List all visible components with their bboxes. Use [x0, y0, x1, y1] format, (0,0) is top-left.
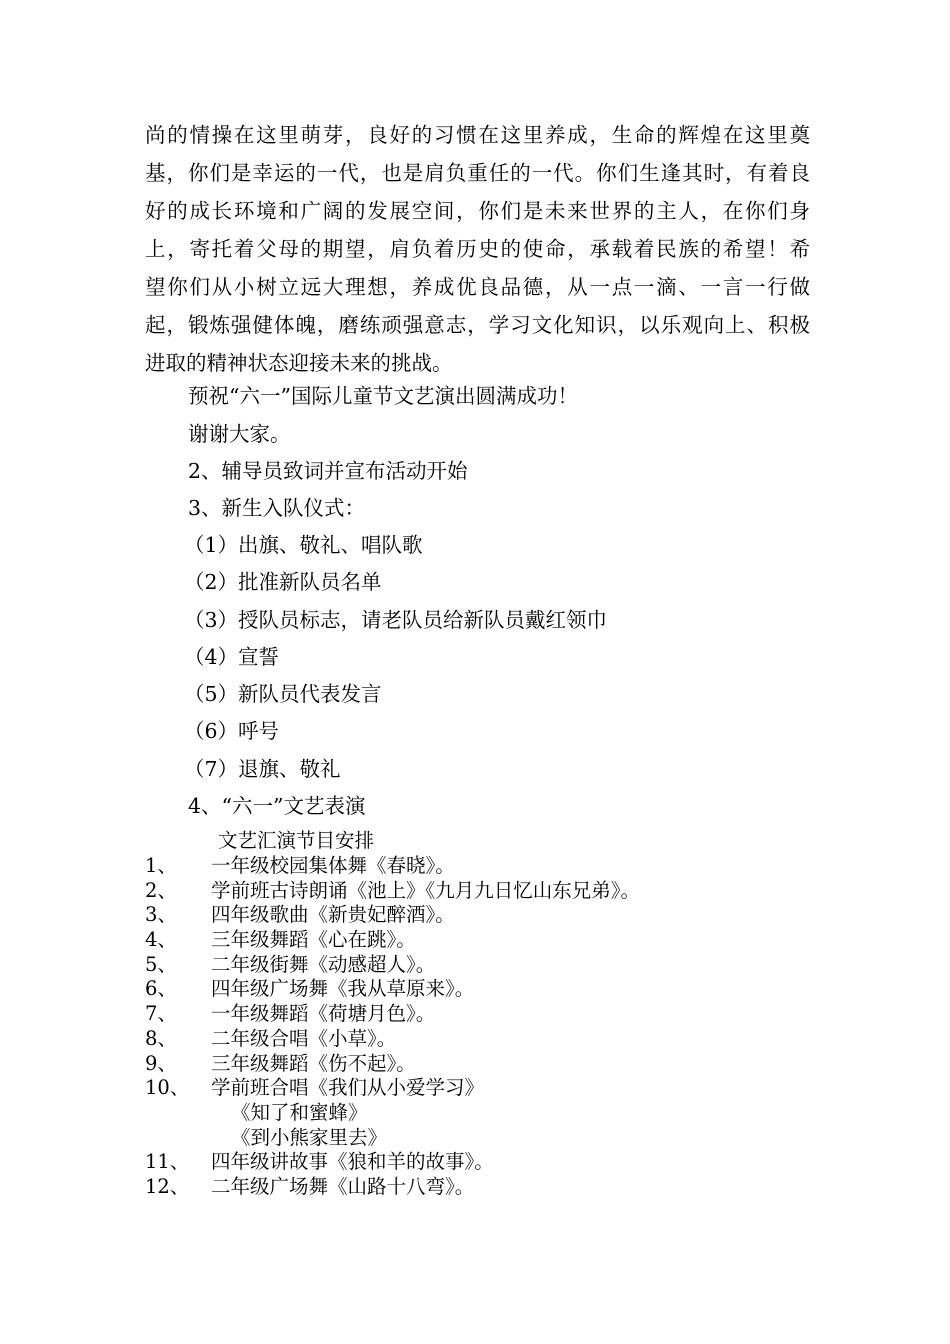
- program-subtitle: 《到小熊家里去》: [231, 1125, 388, 1149]
- program-row: [145, 1175, 845, 1200]
- program-text: 学前班合唱《我们从小爱学习》: [211, 1076, 485, 1100]
- agenda-subitem: （5）新队员代表发言: [184, 682, 382, 706]
- program-number: 2、: [145, 878, 177, 902]
- program-text: 一年级校园集体舞《春晓》。: [211, 854, 455, 877]
- program-row: [145, 953, 845, 978]
- program-number: 9、: [145, 1051, 177, 1075]
- program-number: 7、: [145, 1002, 177, 1026]
- program-text: 学前班古诗朗诵《池上》《九月九日忆山东兄弟》。: [211, 878, 641, 902]
- program-row: [145, 928, 845, 953]
- agenda-item-3: 3、新生入队仪式：: [188, 496, 366, 520]
- program-text: 四年级歌曲《新贵妃醉酒》。: [211, 903, 455, 927]
- speech-line: 上，寄托着父母的期望，肩负着历史的使命，承载着民族的希望！希: [145, 237, 810, 261]
- program-text: 二年级合唱《小草》。: [211, 1026, 397, 1050]
- program-subtitle: 《知了和蜜蜂》: [231, 1100, 368, 1124]
- speech-line: 起，锻炼强健体魄，磨练顽强意志，学习文化知识，以乐观向上、积极: [145, 313, 810, 337]
- agenda-subitem: （4）宣誓: [184, 645, 280, 669]
- agenda-subitem: （2）批准新队员名单: [184, 570, 382, 594]
- speech-line: 望你们从小树立远大理想，养成优良品德，从一点一滴、一言一行做: [145, 275, 810, 299]
- program-number: 4、: [145, 928, 177, 952]
- program-number: 1、: [145, 854, 177, 877]
- program-number: 11、: [145, 1150, 190, 1174]
- speech-line: 好的成长环境和广阔的发展空间，你们是未来世界的主人，在你们身: [145, 199, 810, 223]
- program-row-continued: [145, 1126, 845, 1151]
- agenda-item-4: 4、“六一”文艺表演: [188, 794, 366, 818]
- program-number: 3、: [145, 903, 177, 927]
- program-row: [145, 879, 845, 904]
- program-row: [145, 1052, 845, 1077]
- program-text: 二年级街舞《动感超人》。: [211, 952, 436, 976]
- agenda-subitem: （6）呼号: [184, 719, 280, 743]
- program-text: 四年级讲故事《狼和羊的故事》。: [211, 1150, 494, 1174]
- agenda-subitem: （1）出旗、敬礼、唱队歌: [184, 533, 423, 557]
- agenda-subitem: （3）授队员标志，请老队员给新队员戴红领巾: [184, 608, 608, 632]
- program-number: 5、: [145, 952, 177, 976]
- program-number: 10、: [145, 1076, 190, 1100]
- speech-paragraph: [145, 116, 810, 382]
- speech-line: 进取的精神状态迎接未来的挑战。: [145, 351, 453, 375]
- agenda-subitem: （7）退旗、敬礼: [184, 757, 341, 781]
- program-text: 二年级广场舞《山路十八弯》。: [211, 1174, 475, 1198]
- agenda-item-2: 2、辅导员致词并宣布活动开始: [188, 459, 468, 483]
- program-number: 6、: [145, 977, 177, 1001]
- program-text: 三年级舞蹈《心在跳》。: [211, 928, 416, 952]
- program-row: [145, 903, 845, 928]
- program-number: 8、: [145, 1026, 177, 1050]
- program-row: [145, 1076, 845, 1101]
- program-number: 12、: [145, 1174, 190, 1198]
- program-text: 四年级广场舞《我从草原来》。: [211, 977, 475, 1001]
- program-row-continued: [145, 1101, 845, 1126]
- program-row: [145, 854, 845, 879]
- speech-line: 基，你们是幸运的一代，也是肩负重任的一代。你们生逢其时，有着良: [145, 161, 810, 185]
- wish-line: 预祝“六一”国际儿童节文艺演出圆满成功！: [188, 384, 578, 408]
- program-text: 一年级舞蹈《荷塘月色》。: [211, 1002, 436, 1026]
- program-text: 三年级舞蹈《伤不起》。: [211, 1051, 416, 1075]
- program-row: [145, 1027, 845, 1052]
- thanks-line: 谢谢大家。: [188, 422, 291, 446]
- program-row: [145, 1002, 845, 1027]
- program-row: [145, 977, 845, 1002]
- program-list: [145, 854, 845, 1200]
- speech-line: 尚的情操在这里萌芽，良好的习惯在这里养成，生命的辉煌在这里奠: [145, 123, 810, 147]
- program-row: [145, 1150, 845, 1175]
- program-title: 文艺汇演节目安排: [218, 829, 375, 852]
